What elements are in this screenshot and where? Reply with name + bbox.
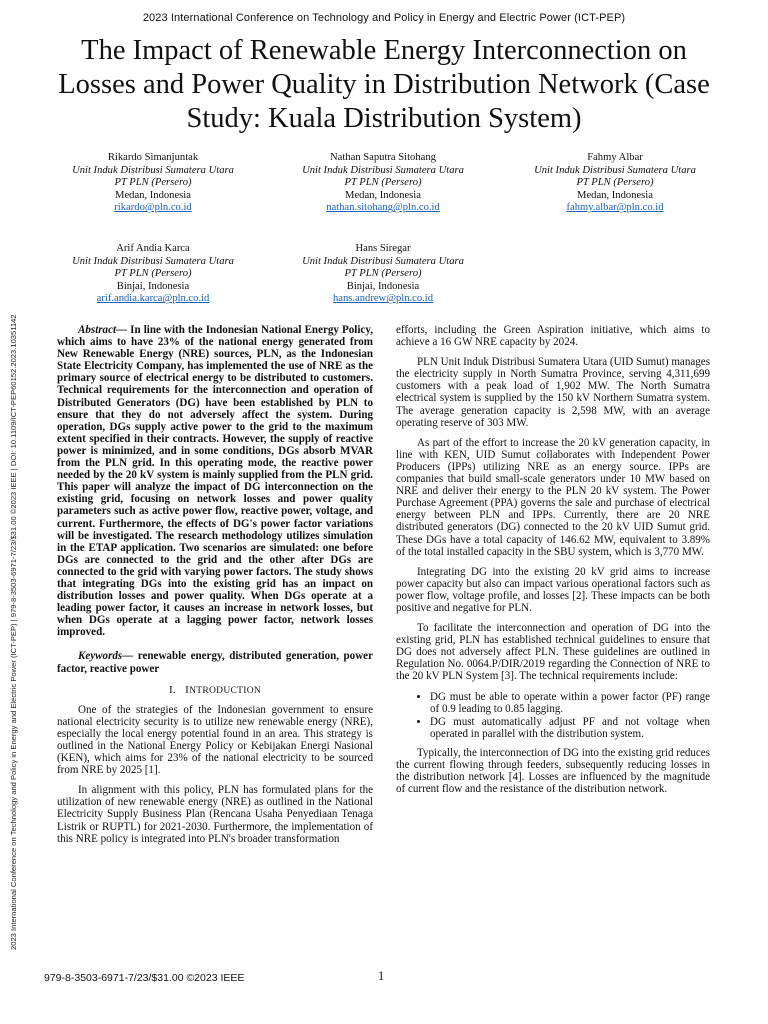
abstract — [57, 324, 373, 638]
list-item: • DG must be able to operate within a power factor (PF) range of 0.9 leading to 0.85 lagging. — [430, 691, 710, 715]
conference-header: 2023 International Conference on Technology and Policy in Energy and Electric Power (ICT-PEP) — [142, 12, 626, 24]
author-name: Arif Andia Karca — [116, 243, 190, 254]
author-affiliation: Unit Induk Distribusi Sumatera Utara — [302, 255, 464, 267]
keywords — [57, 650, 373, 674]
author-city: Binjai, Indonesia — [116, 280, 190, 292]
paragraph-continued: efforts, including the Green Aspiration initiative, which aims to achieve a 16 GW NRE capacity by 2024. — [396, 324, 710, 349]
paragraph: As part of the effort to increase the 20 kV generation capacity, in line with KEN, UID Sumut collaborates with Independent Power Producers (IPPs) utilizing NRE as an energy source. IPPs are companies that build small-scale generators under 10 MW based on NRE and deliver their energy to the PLN 20 kV system. The Power Purchase Agreement (PPA) governs the sale and purchase of electrical energy between PLN and IPPs. Currently, there are 20 NRE distributed generators (DG) connected to the 20 kV UID Sumut grid. These DGs have a total capacity of 146.62 MW, equivalent to 3.89% of the total installed capacity in the SBU system, which is 3,770 MW. — [396, 436, 710, 558]
list-item: • DG must automatically adjust PF and not voltage when operated in parallel with the distribution system. — [430, 716, 710, 740]
author-affiliation: Unit Induk Distribusi Sumatera Utara — [302, 164, 464, 176]
author-city: Medan, Indonesia — [115, 189, 191, 201]
keywords-text: renewable energy, distributed generation, power factor, reactive power — [57, 650, 373, 675]
keywords-label: Keywords— — [78, 650, 134, 663]
paragraph: Typically, the interconnection of DG into the existing grid reduces the current flowing through feeders, subsequently reducing losses in the distribution network [4]. Losses are influenced by the magnitude of current flow and the resistance of the distribution network. — [396, 746, 711, 796]
author-name: Nathan Saputra Sitohang — [330, 152, 436, 163]
author-company: PT PLN (Persero) — [114, 268, 192, 280]
paragraph: Integrating DG into the existing 20 kV grid aims to increase power capacity but also can impact various operational factors such as power flow, voltage profile, and losses [2]. These impacts can be both positive and negative for PLN. — [396, 565, 710, 614]
author-name: Hans Siregar — [355, 243, 411, 254]
abstract-text: In line with the Indonesian National Energy Policy, which aims to have 23% of the national energy generated from New Renewable Energy (NRE) sources, PLN, as the Indonesian State Electricity Company, has implemented the use of NRE as the primary source of electrical energy to be distributed to customers. Technical requirements for the interconnection and operation of Distributed Generators (DG) have been established by PLN to ensure that they do not adversely affect the system. During operation, DGs supply active power to the grid to the maximum extent specified in their contracts. However, the supply of reactive power is minimized, and in some conditions, DGs absorb MVAR from the PLN grid. In this operating mode, the reactive power needed by the 20 kV system is mainly supplied from the PLN grid. This paper will analyze the impact of DG interconnection on the existing grid, focusing on network losses and power quality parameters such as active power flow, reactive power, voltage, and current. Furthermore, the effects of DG's power factor variations will be investigated. The research methodology utilizes simulation in the ETAP application. Two scenarios are simulated: one before DGs are connected to the grid and the other after DGs are connected to the grid with varying power factors. The study shows that integrating DGs into the existing grid has an impact on distribution losses and power quality. When DGs operate at a leading power factor, it causes an increase in network losses, but when DGs operate at a lagging power factor, network losses improved. — [57, 324, 373, 639]
right-column — [396, 324, 710, 803]
author-email-link[interactable]: hans.andrew@pln.co.id — [332, 293, 434, 305]
author-affiliation: Unit Induk Distribusi Sumatera Utara — [534, 164, 696, 176]
author-name: Fahmy Albar — [587, 152, 643, 163]
author-email-link[interactable]: nathan.sitohang@pln.co.id — [326, 202, 440, 214]
requirements-list — [396, 691, 710, 740]
section-title-rest: NTRODUCTION — [189, 685, 262, 696]
author-email-link[interactable]: rikardo@pln.co.id — [114, 202, 192, 214]
page-number: 1 — [378, 969, 385, 983]
left-column — [57, 324, 373, 853]
author-company: PT PLN (Persero) — [344, 268, 422, 280]
copyright-footer: 979-8-3503-6971-7/23/$31.00 ©2023 IEEE — [44, 972, 245, 984]
author-company: PT PLN (Persero) — [344, 177, 422, 189]
author-company: PT PLN (Persero) — [576, 177, 654, 189]
author-block — [38, 243, 268, 306]
author-email-link[interactable]: arif.andia.karca@pln.co.id — [96, 293, 210, 305]
paragraph: In alignment with this policy, PLN has formulated plans for the utilization of new renewable energy (NRE) as outlined in the National Electricity Supply Business Plan (Rencana Usaha Penyediaan Tenaga Listrik or RUPTL) for 2021-2030. Furthermore, the implementation of this NRE policy is integrated into PLN's broader transformation — [57, 784, 373, 845]
author-affiliation: Unit Induk Distribusi Sumatera Utara — [72, 164, 234, 176]
paragraph: To facilitate the interconnection and operation of DG into the existing grid, PLN has established technical guidelines to ensure that DG does not adversely affect PLN. These guidelines are outlined in Regulation No. 0064.P/DIR/2019 regarding the Connection of NRE to the 20 kV PLN System [3]. The technical requirements include: — [396, 622, 710, 683]
author-block — [500, 152, 730, 215]
author-company: PT PLN (Persero) — [114, 177, 192, 189]
paragraph: One of the strategies of the Indonesian government to ensure national electricity security is to utilize new renewable energy (NRE), especially the local energy potential found in an area. This strategy is outlined in the National Energy Policy or Kebijakan Energi Nasional (KEN), which aims for 23% of the national electricity to be sourced from NRE by 2025 [1]. — [57, 703, 373, 777]
author-block — [268, 243, 498, 306]
section-number: I. — [168, 683, 176, 696]
paper-title: The Impact of Renewable Energy Interconnection on Losses and Power Quality in Distribution Network (Case Study: Kuala Distribution System) — [58, 35, 710, 134]
author-city: Medan, Indonesia — [577, 189, 653, 201]
abstract-label: Abstract— — [78, 324, 128, 336]
author-city: Binjai, Indonesia — [346, 280, 420, 292]
author-affiliation: Unit Induk Distribusi Sumatera Utara — [72, 255, 234, 267]
doi-side-margin: 2023 International Conference on Technology and Policy in Energy and Electric Power (ICT-PEP) | 979-8-3503-6971-7/23/$31.00 ©2023 IEEE | DOI: 10.1109/ICT-PEP60152.2023.10351142 — [9, 314, 18, 950]
section-heading-introduction — [57, 684, 373, 697]
author-block — [268, 152, 498, 215]
section-title-first: I — [185, 683, 190, 696]
author-email-link[interactable]: fahmy.albar@pln.co.id — [566, 202, 664, 214]
author-name: Rikardo Simanjuntak — [107, 152, 199, 163]
author-city: Medan, Indonesia — [345, 189, 421, 201]
author-block — [38, 152, 268, 215]
paragraph: PLN Unit Induk Distribusi Sumatera Utara (UID Sumut) manages the electricity supply in North Sumatra Province, serving 4,311,699 customers with a peak load of 1,902 MW. The North Sumatra electrical system is supplied by the 150 kV Northern Sumatra system. The average generation capacity is 2,598 MW, with an average operating reserve of 303 MW. — [396, 356, 710, 429]
